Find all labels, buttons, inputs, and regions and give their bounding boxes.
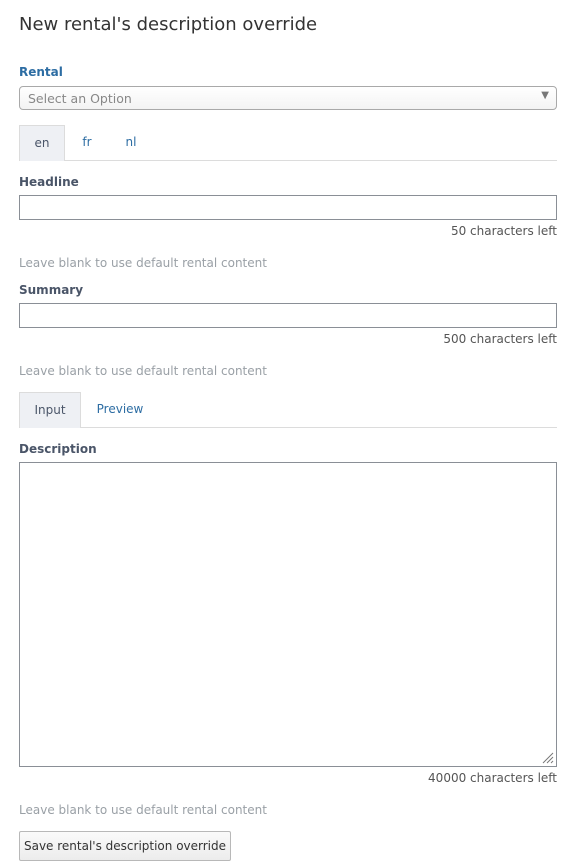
summary-hint: Leave blank to use default rental content [19,364,267,378]
description-counter: 40000 characters left [428,771,557,785]
rental-select-value: Select an Option [28,91,132,106]
tab-nl[interactable]: nl [125,135,137,149]
tab-input[interactable]: Input [19,392,81,428]
summary-counter: 500 characters left [443,332,557,346]
description-textarea[interactable] [19,462,557,767]
rental-select[interactable] [19,86,557,110]
description-label: Description [19,442,97,456]
description-hint: Leave blank to use default rental content [19,803,267,817]
language-tabs [19,125,557,161]
headline-hint: Leave blank to use default rental content [19,256,267,270]
chevron-down-icon: ▼ [541,90,549,101]
rental-label: Rental [19,65,63,79]
summary-input[interactable] [19,303,557,328]
page-title: New rental's description override [19,14,318,35]
tab-en[interactable]: en [19,125,65,161]
save-button[interactable]: Save rental's description override [19,831,231,861]
headline-counter: 50 characters left [450,224,557,238]
editor-tabs [19,392,557,428]
summary-label: Summary [19,283,84,297]
headline-label: Headline [19,175,79,189]
headline-input[interactable] [19,195,557,220]
resize-handle-icon[interactable] [542,752,554,764]
tab-preview[interactable]: Preview [96,402,144,416]
tab-fr[interactable]: fr [82,135,92,149]
